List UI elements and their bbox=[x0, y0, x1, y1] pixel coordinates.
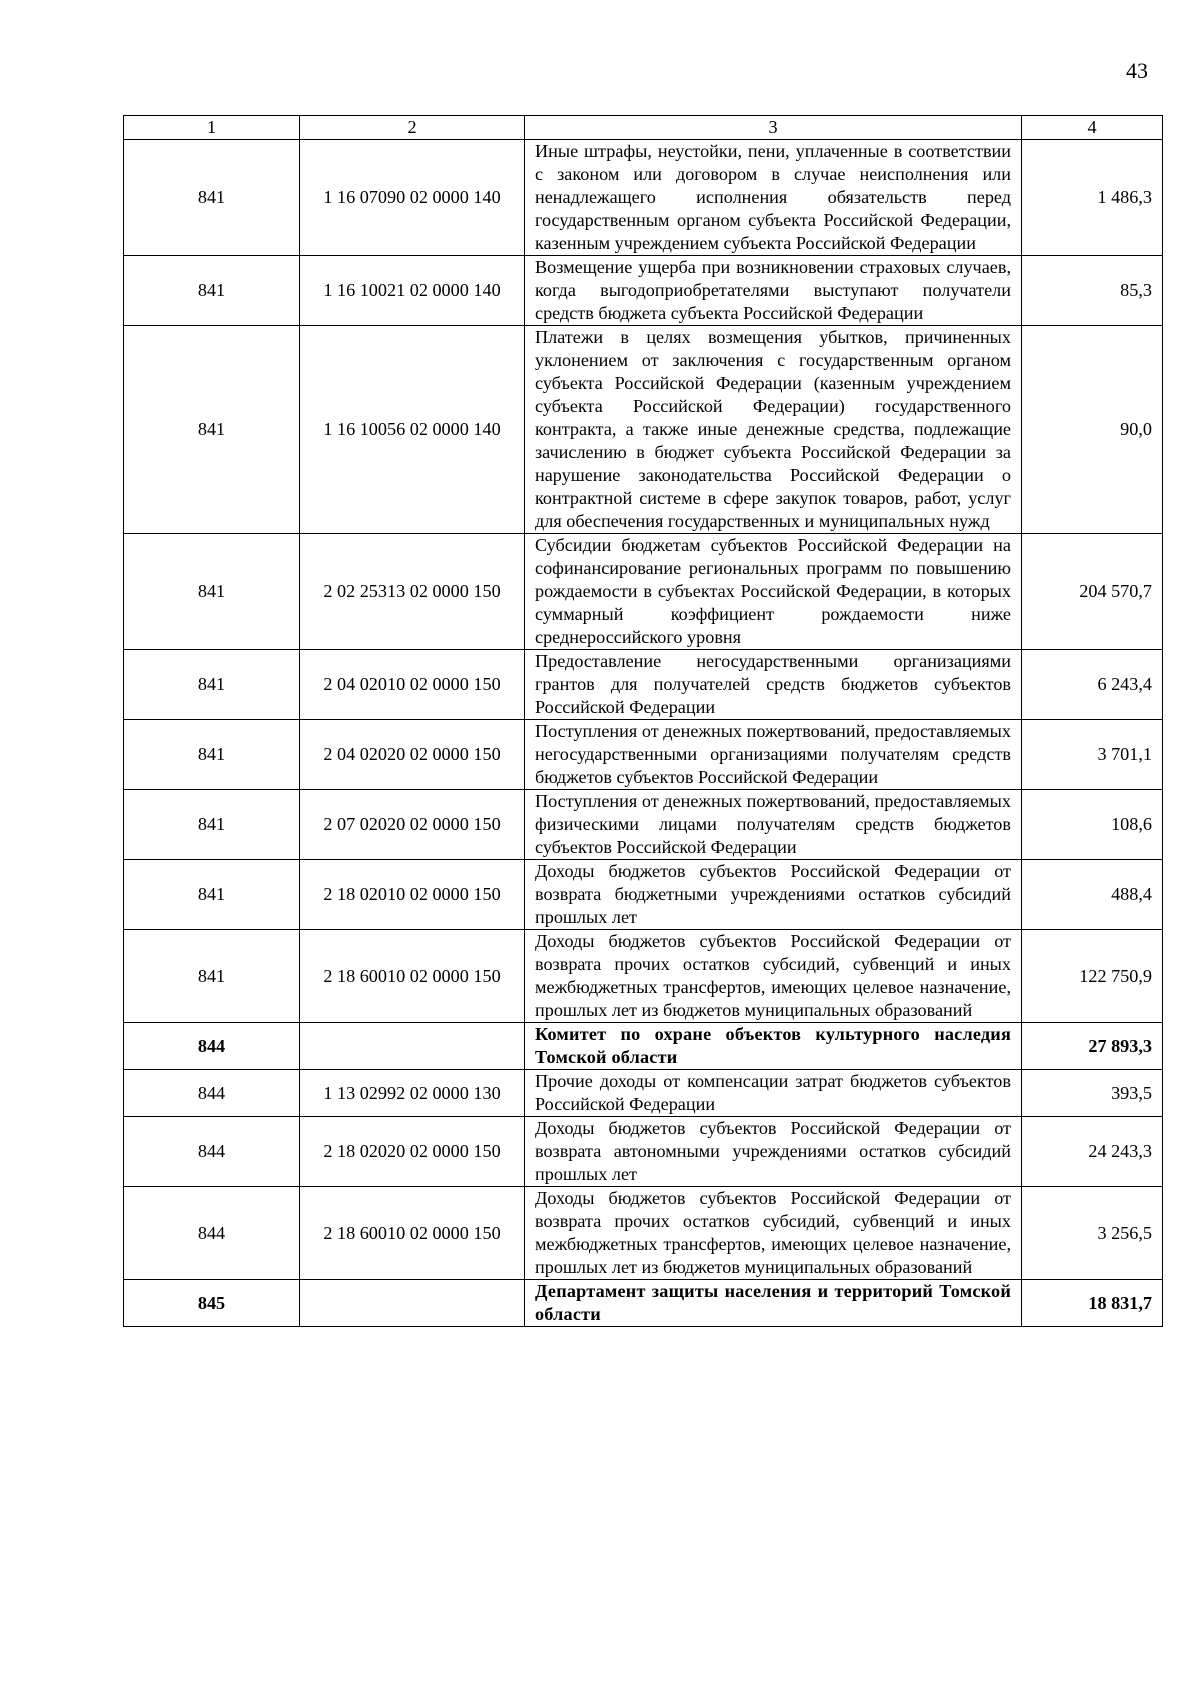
revenue-name-cell: Платежи в целях возмещения убытков, причиненных уклонением от заключения с государственным органом субъекта Российской Федерации (казенным учреждением субъекта Российской Федерации) государственного контракта, а также иные денежные средства, подлежащие зачислению в бюджет субъекта Российской Федерации за нарушение законодательства Российской Федерации о контрактной системе в сфере закупок товаров, работ, услуг для обеспечения государственных и муниципальных нужд bbox=[525, 326, 1022, 534]
table-row bbox=[124, 534, 1163, 650]
revenue-code-cell: 2 18 60010 02 0000 150 bbox=[300, 1187, 525, 1280]
page-number: 43 bbox=[1126, 58, 1148, 83]
revenue-code-cell: 2 04 02010 02 0000 150 bbox=[300, 650, 525, 720]
admin-code-cell: 841 bbox=[124, 534, 300, 650]
table-body bbox=[124, 140, 1163, 1327]
revenue-code-cell: 1 16 10056 02 0000 140 bbox=[300, 326, 525, 534]
admin-code-cell: 841 bbox=[124, 790, 300, 860]
amount-cell: 27 893,3 bbox=[1022, 1023, 1163, 1070]
admin-code-cell: 841 bbox=[124, 326, 300, 534]
revenue-code-cell bbox=[300, 1023, 525, 1070]
revenue-code-cell: 2 02 25313 02 0000 150 bbox=[300, 534, 525, 650]
admin-code-cell: 844 bbox=[124, 1070, 300, 1117]
header-col-1: 1 bbox=[124, 116, 300, 140]
amount-cell: 3 256,5 bbox=[1022, 1187, 1163, 1280]
header-col-2: 2 bbox=[300, 116, 525, 140]
amount-cell: 3 701,1 bbox=[1022, 720, 1163, 790]
admin-code-cell: 841 bbox=[124, 256, 300, 326]
revenue-code-cell: 2 04 02020 02 0000 150 bbox=[300, 720, 525, 790]
table-row bbox=[124, 860, 1163, 930]
admin-code-cell: 844 bbox=[124, 1187, 300, 1280]
amount-cell: 108,6 bbox=[1022, 790, 1163, 860]
amount-cell: 1 486,3 bbox=[1022, 140, 1163, 256]
amount-cell: 90,0 bbox=[1022, 326, 1163, 534]
table-row bbox=[124, 720, 1163, 790]
header-col-4: 4 bbox=[1022, 116, 1163, 140]
revenue-name-cell: Прочие доходы от компенсации затрат бюджетов субъектов Российской Федерации bbox=[525, 1070, 1022, 1117]
admin-code-cell: 844 bbox=[124, 1117, 300, 1187]
revenue-code-cell: 1 16 07090 02 0000 140 bbox=[300, 140, 525, 256]
table-row bbox=[124, 790, 1163, 860]
admin-code-cell: 845 bbox=[124, 1280, 300, 1327]
revenue-name-cell: Доходы бюджетов субъектов Российской Федерации от возврата прочих остатков субсидий, субвенций и иных межбюджетных трансфертов, имеющих целевое назначение, прошлых лет из бюджетов муниципальных образований bbox=[525, 930, 1022, 1023]
admin-code-cell: 841 bbox=[124, 930, 300, 1023]
amount-cell: 393,5 bbox=[1022, 1070, 1163, 1117]
revenue-code-cell: 2 18 02020 02 0000 150 bbox=[300, 1117, 525, 1187]
revenue-name-cell: Доходы бюджетов субъектов Российской Федерации от возврата автономными учреждениями остатков субсидий прошлых лет bbox=[525, 1117, 1022, 1187]
table-header bbox=[124, 116, 1163, 140]
revenue-name-cell: Иные штрафы, неустойки, пени, уплаченные в соответствии с законом или договором в случае неисполнения или ненадлежащего исполнения обязательств перед государственным органом субъекта Российской Федерации, казенным учреждением субъекта Российской Федерации bbox=[525, 140, 1022, 256]
revenue-code-cell: 1 13 02992 02 0000 130 bbox=[300, 1070, 525, 1117]
amount-cell: 6 243,4 bbox=[1022, 650, 1163, 720]
revenue-code-cell: 2 18 02010 02 0000 150 bbox=[300, 860, 525, 930]
table-row bbox=[124, 1117, 1163, 1187]
revenue-code-cell: 2 07 02020 02 0000 150 bbox=[300, 790, 525, 860]
amount-cell: 85,3 bbox=[1022, 256, 1163, 326]
revenue-name-cell: Субсидии бюджетам субъектов Российской Федерации на софинансирование региональных программ по повышению рождаемости в субъектах Российской Федерации, в которых суммарный коэффициент рождаемости ниже среднероссийского уровня bbox=[525, 534, 1022, 650]
revenue-code-cell: 1 16 10021 02 0000 140 bbox=[300, 256, 525, 326]
revenue-name-cell: Департамент защиты населения и территорий Томской области bbox=[525, 1280, 1022, 1327]
revenue-name-cell: Поступления от денежных пожертвований, предоставляемых негосударственными организациями получателям средств бюджетов субъектов Российской Федерации bbox=[525, 720, 1022, 790]
header-col-3: 3 bbox=[525, 116, 1022, 140]
admin-code-cell: 841 bbox=[124, 140, 300, 256]
table-row bbox=[124, 326, 1163, 534]
revenue-name-cell: Поступления от денежных пожертвований, предоставляемых физическими лицами получателям средств бюджетов субъектов Российской Федерации bbox=[525, 790, 1022, 860]
table-row bbox=[124, 1280, 1163, 1327]
amount-cell: 122 750,9 bbox=[1022, 930, 1163, 1023]
amount-cell: 488,4 bbox=[1022, 860, 1163, 930]
header-row bbox=[124, 116, 1163, 140]
amount-cell: 18 831,7 bbox=[1022, 1280, 1163, 1327]
table-row bbox=[124, 650, 1163, 720]
table-row bbox=[124, 256, 1163, 326]
revenue-name-cell: Возмещение ущерба при возникновении страховых случаев, когда выгодоприобретателями выступают получатели средств бюджета субъекта Российской Федерации bbox=[525, 256, 1022, 326]
amount-cell: 204 570,7 bbox=[1022, 534, 1163, 650]
table-row bbox=[124, 930, 1163, 1023]
revenue-code-cell bbox=[300, 1280, 525, 1327]
revenue-name-cell: Предоставление негосударственными организациями грантов для получателей средств бюджетов субъектов Российской Федерации bbox=[525, 650, 1022, 720]
table-row bbox=[124, 140, 1163, 256]
admin-code-cell: 844 bbox=[124, 1023, 300, 1070]
admin-code-cell: 841 bbox=[124, 720, 300, 790]
amount-cell: 24 243,3 bbox=[1022, 1117, 1163, 1187]
revenue-name-cell: Комитет по охране объектов культурного наследия Томской области bbox=[525, 1023, 1022, 1070]
table-row bbox=[124, 1187, 1163, 1280]
revenue-name-cell: Доходы бюджетов субъектов Российской Федерации от возврата прочих остатков субсидий, субвенций и иных межбюджетных трансфертов, имеющих целевое назначение, прошлых лет из бюджетов муниципальных образований bbox=[525, 1187, 1022, 1280]
admin-code-cell: 841 bbox=[124, 860, 300, 930]
budget-revenue-table bbox=[123, 115, 1163, 1327]
revenue-name-cell: Доходы бюджетов субъектов Российской Федерации от возврата бюджетными учреждениями остатков субсидий прошлых лет bbox=[525, 860, 1022, 930]
admin-code-cell: 841 bbox=[124, 650, 300, 720]
table-row bbox=[124, 1023, 1163, 1070]
table-row bbox=[124, 1070, 1163, 1117]
revenue-code-cell: 2 18 60010 02 0000 150 bbox=[300, 930, 525, 1023]
